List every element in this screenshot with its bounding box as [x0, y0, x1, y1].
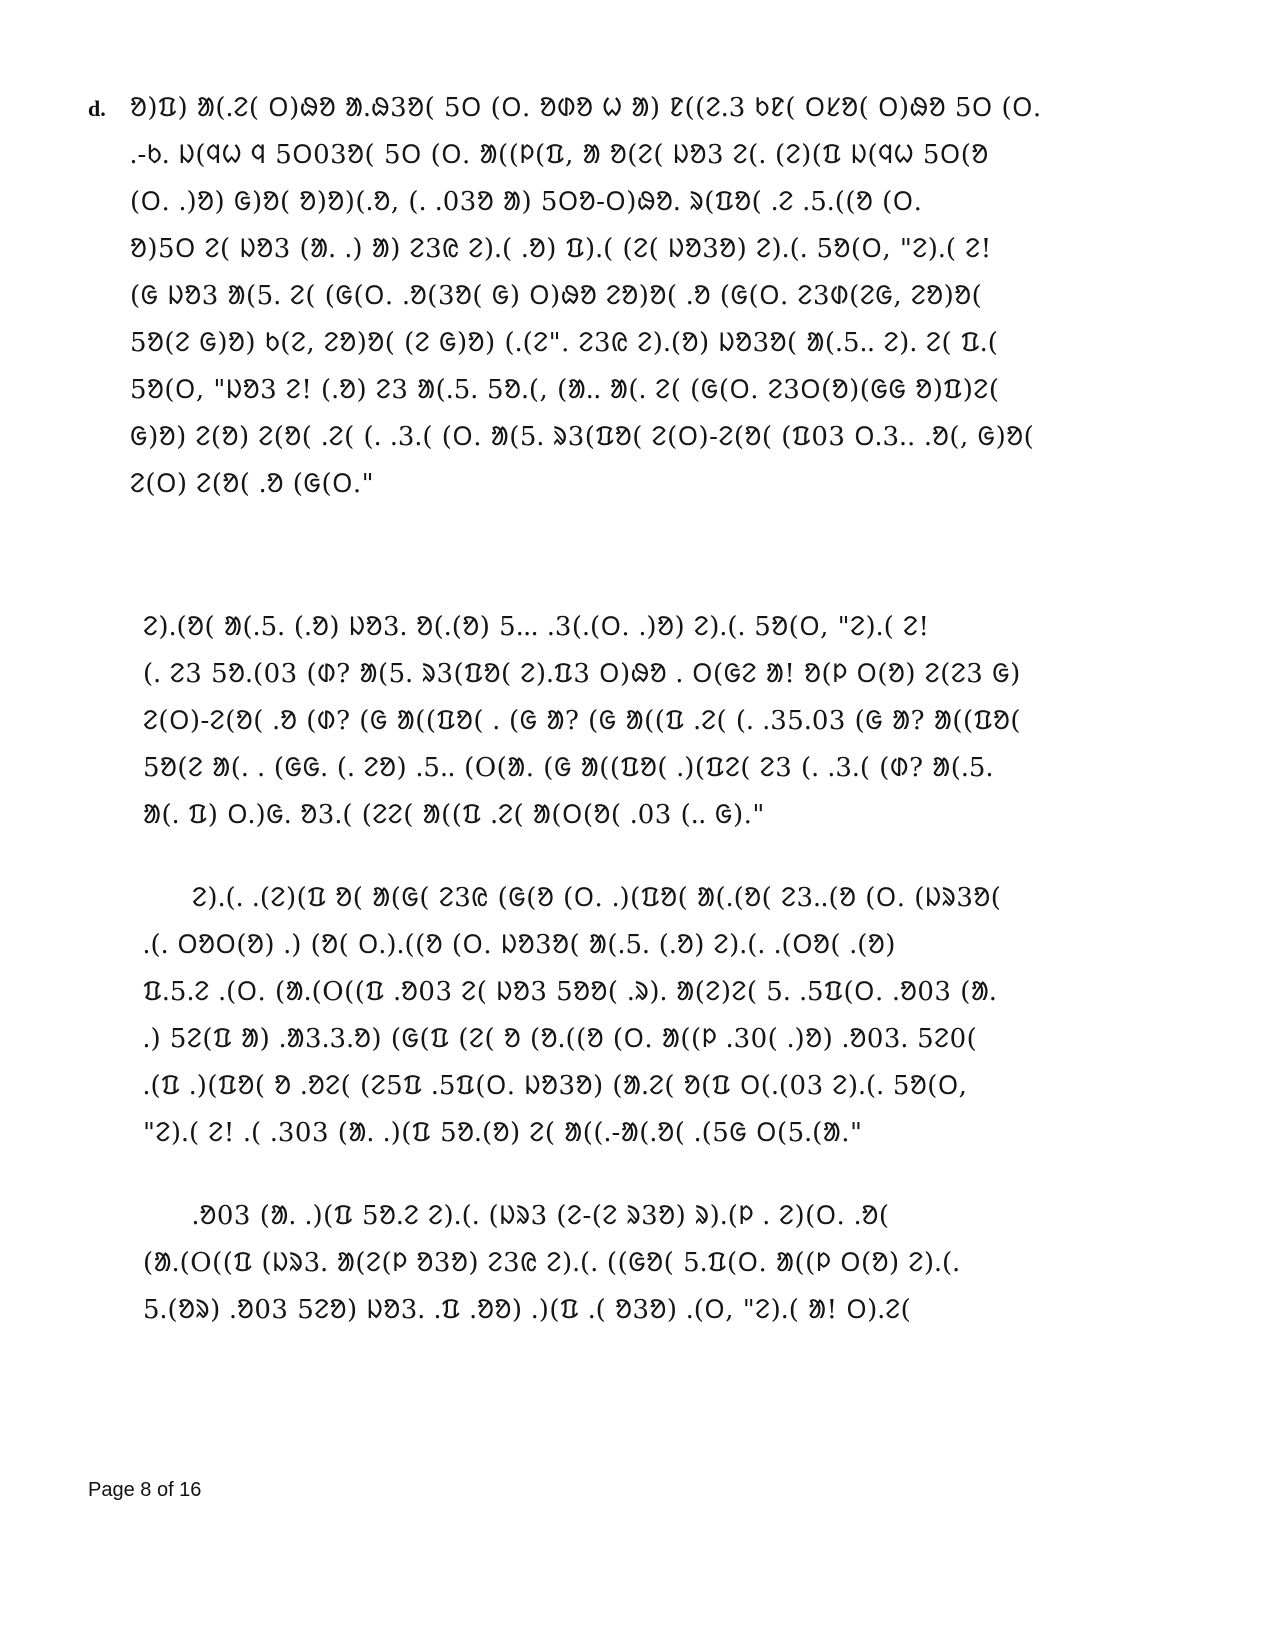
script-line: ᱚ)ᱯ) ᱟ(ᱹᱮ( ᱛ)ᱷᱚ ᱟᱹᱷ3ᱚ( 5ᱛ (ᱛ. ᱚᱰᱚ ᱦ ᱟ) ᱱ((ᱮᱹ3 ᱠᱱ( ᱛᱥᱚ( ᱛ)ᱷᱚ 5ᱛ (ᱛ. [130, 93, 1042, 123]
script-line: 5ᱚ(ᱮ ᱜ)ᱚ) ᱠ(ᱮ, ᱮᱚ)ᱚ( (ᱮ ᱜ)ᱚ) (ᱹ(ᱮ". ᱮ3ᱭ ᱮ)ᱹ(ᱚ) ᱡᱚ3ᱚ( ᱟ(ᱹ5ᱹᱹ ᱮ)ᱹ ᱮ( ᱯᱹ( [130, 328, 999, 358]
script-line: 5ᱹ(ᱚᱨ) ᱹᱚ03 5ᱮᱚ) ᱡᱚ3ᱹ ᱹᱯ ᱹᱚᱚ) ᱹ)(ᱯ ᱹ( ᱚ3ᱚ) ᱹ(ᱛ, "ᱮ)ᱹ( ᱟ! ᱛ)ᱹᱮ( [143, 1295, 912, 1325]
script-line: 5ᱚ(ᱛ, "ᱡᱚ3 ᱮ! (ᱹᱚ) ᱮ3 ᱟ(ᱹ5ᱹ 5ᱚᱹ(, (ᱟᱹᱹ ᱟ(ᱹ ᱮ( (ᱜ(ᱛ. ᱮ3ᱛ(ᱚ)(ᱜᱜ ᱚ)ᱯ)ᱮ( [130, 375, 1000, 405]
script-line: ᱹᱚ03 (ᱟᱹ ᱹ)(ᱯ 5ᱚᱹᱮ ᱮ)ᱹ(ᱹ (ᱡᱨ3 (ᱮ-(ᱮ ᱨ3ᱚ) ᱨ)ᱹ(ᱞ ᱹ ᱮ)(ᱛ. ᱹᱚ( [192, 1201, 890, 1231]
script-line: 5ᱚ(ᱮ ᱟ(ᱹ ᱹ (ᱜᱜᱹ (ᱹ ᱮᱚ) ᱹ5ᱹᱹ (O(ᱟ. (ᱜ ᱟ((ᱯᱚ( ᱹ)(ᱯᱮ( ᱮ3 (ᱹ ᱹ3ᱹ( (ᱰ? ᱟ(ᱹ5ᱹ [143, 753, 994, 783]
script-line: ᱮ)ᱹ(ᱚ( ᱟ(ᱹ5ᱹ (ᱹᱚ) ᱡᱚ3ᱹ ᱚ(ᱹ(ᱚ) 5ᱹᱹᱹ ᱹ3(ᱹ(ᱛ. ᱹ)ᱚ) ᱮ)ᱹ(ᱹ 5ᱚ(ᱛ, "ᱮ)ᱹ( ᱮ! [143, 612, 930, 642]
script-line: ᱮ)ᱹ(ᱹ ᱹ(ᱮ)(ᱯ ᱚ( ᱟ(ᱜ( ᱮ3ᱭ (ᱜ(ᱚ (ᱛ. ᱹ)(ᱯᱚ( ᱟ(ᱹ(ᱚ( ᱮ3ᱹᱹ(ᱚ (ᱛ. (ᱡᱨ3ᱚ( [192, 883, 1002, 913]
script-line: ᱜ)ᱚ) ᱮ(ᱚ) ᱮ(ᱚ( ᱹᱮ( (ᱹ ᱹ3ᱹ( (ᱛ. ᱟ(5ᱹ ᱨ3(ᱯᱚ( ᱮ(ᱛ)-ᱮ(ᱚ( (ᱯ03 ᱛᱹ3ᱹ. ᱹᱚ(, ᱜ)ᱚ( [130, 422, 1035, 452]
script-line: ᱚ)5ᱛ ᱮ( ᱡᱚ3 (ᱟᱹ ᱹ) ᱟ) ᱮ3ᱭ ᱮ)ᱹ( ᱹᱚ) ᱯ)ᱹ( (ᱮ( ᱡᱚ3ᱚ) ᱮ)ᱹ(ᱹ 5ᱚ(ᱛ, "ᱮ)ᱹ( ᱮ! [130, 234, 992, 264]
script-line: ᱹ-ᱠᱹ ᱡ(ᱧᱦ ᱧ 5ᱛ03ᱚ( 5ᱛ (ᱛ. ᱟ((ᱞ(ᱯ, ᱟ ᱚ(ᱮ( ᱡᱚ3 ᱮ(ᱹ (ᱮ)(ᱯ ᱡ(ᱧᱦ 5ᱛ(ᱚ [130, 140, 989, 170]
script-line: (ᱛ. ᱹ)ᱚ) ᱜ)ᱚ( ᱚ)ᱚ)(ᱹᱚ, (ᱹ ᱹ03ᱚ ᱟ) 5ᱛᱚ-ᱛ)ᱷᱚᱹ ᱨ(ᱯᱚ( ᱹᱮ ᱹ5ᱹ((ᱚ (ᱛ. [130, 187, 923, 217]
script-line: (ᱜ ᱡᱚ3 ᱟ(5ᱹ ᱮ( (ᱜ(ᱛ. ᱹᱚ(3ᱚ( ᱜ) ᱛ)ᱷᱚ ᱮᱚ)ᱚ( ᱹᱚ (ᱜ(ᱛ. ᱮ3ᱰ(ᱮᱜ, ᱮᱚ)ᱚ( [130, 281, 983, 311]
script-line: ᱮ(ᱛ) ᱮ(ᱚ( ᱹᱚ (ᱜ(ᱛ." [130, 469, 375, 499]
list-item-marker: d. [88, 96, 106, 121]
script-line: ᱟ(ᱹ ᱯ) ᱛᱹ)ᱜᱹ ᱚ3ᱹ( (ᱮᱮ( ᱟ((ᱯ ᱹᱮ( ᱟ(ᱛ(ᱚ( ᱹ03 (ᱹᱹ ᱜ)." [143, 800, 765, 830]
script-line: "ᱮ)ᱹ( ᱮ! ᱹ( ᱹ303 (ᱟᱹ ᱹ)(ᱯ 5ᱚᱹ(ᱚ) ᱮ( ᱟ((ᱹ-ᱟ(ᱹᱚ( ᱹ(5ᱜ ᱛ(5ᱹ(ᱟ." [143, 1118, 863, 1148]
script-line: (ᱟᱹ(O((ᱯ (ᱡᱨ3ᱹ ᱟ(ᱮ(ᱞ ᱚ3ᱚ) ᱮ3ᱭ ᱮ)ᱹ(ᱹ ((ᱜᱚ( 5ᱹᱯ(ᱛ. ᱟ((ᱞ ᱛ(ᱚ) ᱮ)ᱹ(ᱹ [143, 1248, 961, 1278]
script-line: ᱮ(ᱛ)-ᱮ(ᱚ( ᱹᱚ (ᱰ? (ᱜ ᱟ((ᱯᱚ( ᱹ (ᱜ ᱟ? (ᱜ ᱟ((ᱯ ᱹᱮ( (ᱹ ᱹ35ᱹ03 (ᱜ ᱟ? ᱟ((ᱯᱚ( [143, 706, 1022, 736]
script-line: ᱹ) 5ᱮ(ᱯ ᱟ) ᱹᱟ3ᱹ3ᱹᱚ) (ᱜ(ᱯ (ᱮ( ᱚ (ᱚᱹ((ᱚ (ᱛ. ᱟ((ᱞ ᱹ30( ᱹ)ᱚ) ᱹᱚ03ᱹ 5ᱮ0( [143, 1024, 978, 1054]
script-line: (ᱹ ᱮ3 5ᱚᱹ(03 (ᱰ? ᱟ(5ᱹ ᱨ3(ᱯᱚ( ᱮ)ᱹᱯ3 ᱛ)ᱷᱚ ᱹ ᱛ(ᱜᱮ ᱟ! ᱚ(ᱞ ᱛ(ᱚ) ᱮ(ᱮ3 ᱜ) [143, 659, 1021, 689]
script-line: ᱯᱹ5ᱹᱮ ᱹ(ᱛ. (ᱟᱹ(O((ᱯ ᱹᱚ03 ᱮ( ᱡᱚ3 5ᱚᱚ( ᱹᱨ)ᱹ ᱟ(ᱮ)ᱮ( 5ᱹ ᱹ5ᱯ(ᱛ. ᱹᱚ03 (ᱟᱹ [143, 977, 997, 1007]
script-line: ᱹ(ᱯ ᱹ)(ᱯᱚ( ᱚ ᱹᱚᱮ( (ᱮ5ᱯ ᱹ5ᱯ(ᱛ. ᱡᱚ3ᱚ) (ᱟᱹᱮ( ᱚ(ᱯ ᱛ(ᱹ(03 ᱮ)ᱹ(ᱹ 5ᱚ(ᱛ, [143, 1071, 968, 1101]
page-number-footer: Page 8 of 16 [88, 1479, 202, 1501]
script-line: ᱹ(ᱹ ᱛᱚᱛ(ᱚ) ᱹ) (ᱚ( ᱛᱹ)ᱹ((ᱚ (ᱛ. ᱡᱚ3ᱚ( ᱟ(ᱹ5ᱹ (ᱹᱚ) ᱮ)ᱹ(ᱹ ᱹ(ᱛᱚ( ᱹ(ᱚ) [143, 930, 896, 960]
